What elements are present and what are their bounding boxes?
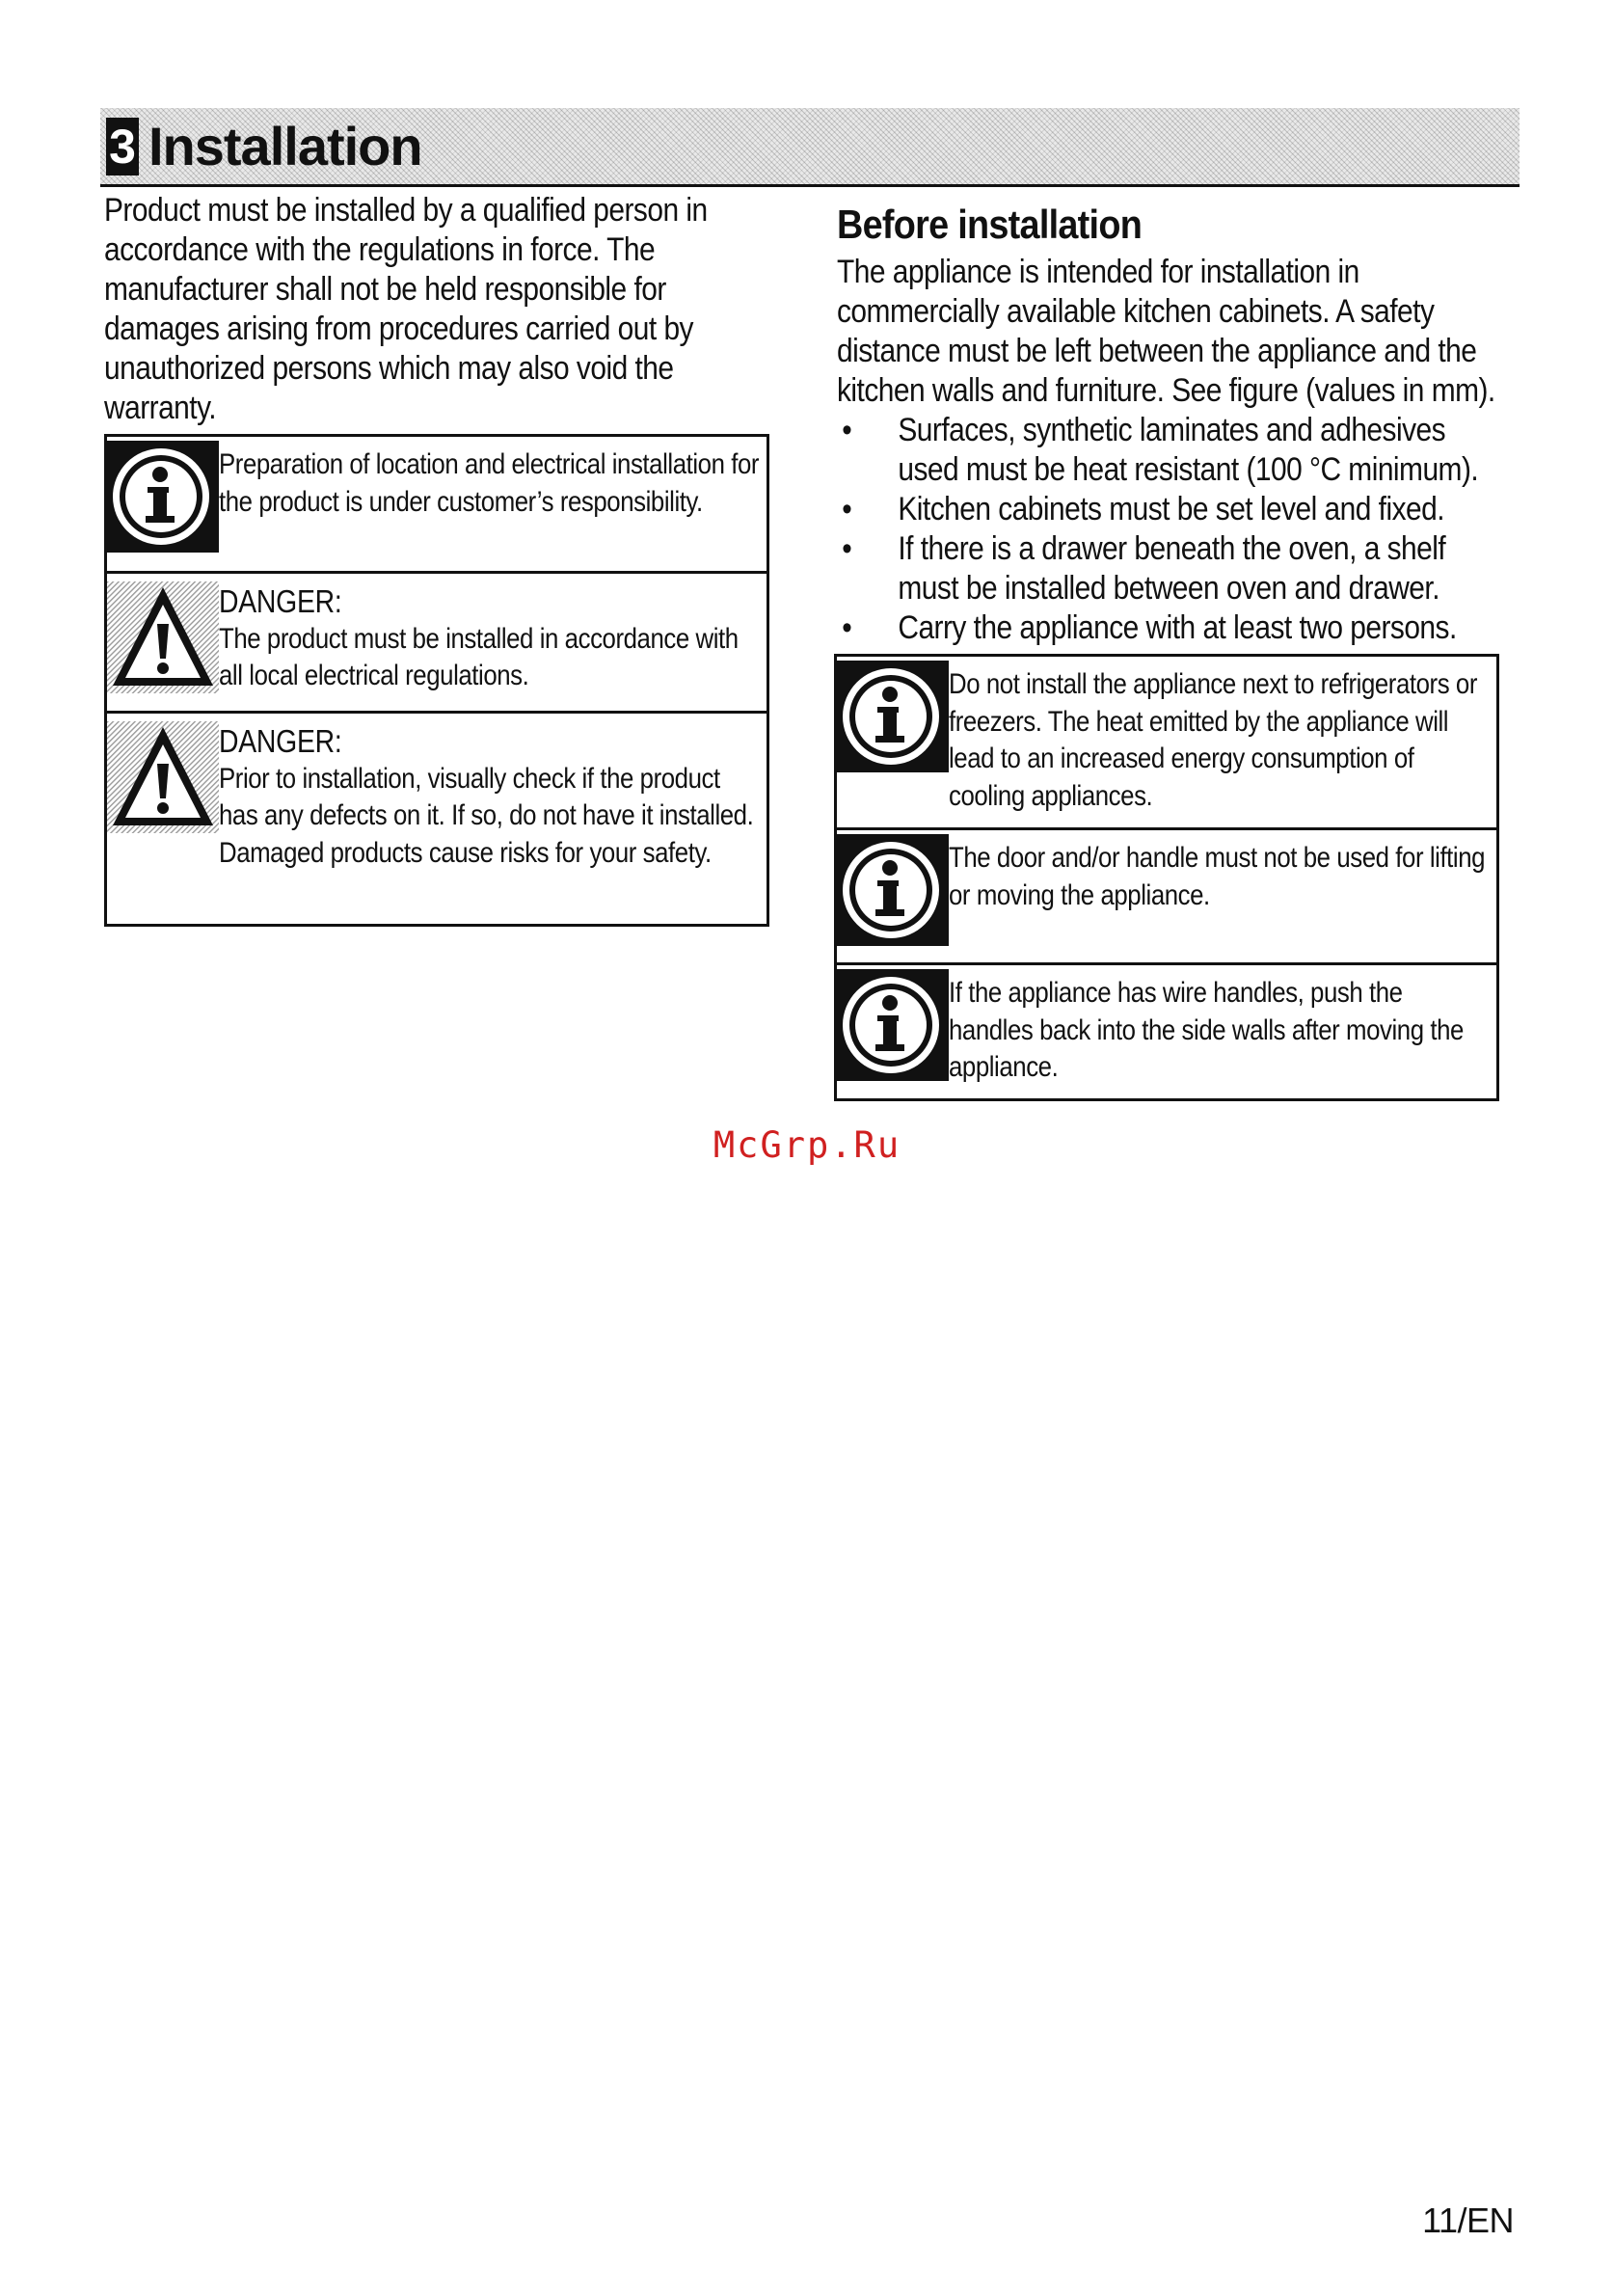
info-icon xyxy=(837,834,949,946)
warning-triangle-icon xyxy=(107,721,219,833)
left-notice-box xyxy=(104,434,769,927)
page-number: 11/EN xyxy=(1422,2201,1514,2240)
notice-danger-defects xyxy=(107,714,767,924)
list-item xyxy=(837,608,1508,648)
notice-text: Preparation of location and electrical installation for the product is under customer’s responsibility. xyxy=(219,448,760,518)
bullet-glyph: • xyxy=(842,412,852,448)
info-icon xyxy=(837,969,949,1081)
section-header xyxy=(100,108,1520,187)
notice-danger-regulations xyxy=(107,574,767,714)
danger-heading: DANGER: xyxy=(219,723,342,759)
before-installation-list xyxy=(837,411,1508,648)
before-installation-title: Before installation xyxy=(837,202,1143,247)
notice-text: The product must be installed in accordance with all local electrical regulations. xyxy=(219,622,739,691)
list-item-text: Surfaces, synthetic laminates and adhesives used must be heat resistant (100 °C minimum). xyxy=(898,412,1479,488)
notice-text: Prior to installation, visually check if the product has any defects on it. If so, do not have it installed. xyxy=(219,762,754,831)
notice-info-refrigerators xyxy=(837,657,1496,830)
notice-text-safety: Damaged products cause risks for your safety. xyxy=(219,836,712,869)
notice-info-door-handle xyxy=(837,830,1496,965)
danger-heading: DANGER: xyxy=(219,583,342,619)
section-title: Installation xyxy=(148,116,422,176)
notice-info-wire-handles xyxy=(837,965,1496,1098)
list-item xyxy=(837,411,1508,490)
list-item-text: Kitchen cabinets must be set level and fixed. xyxy=(898,491,1445,527)
right-notice-box xyxy=(834,654,1499,1101)
notice-text: Do not install the appliance next to refrigerators or freezers. The heat emitted by the appliance will lead to an increased energy consumption of cooling appliances. xyxy=(949,668,1477,812)
list-item xyxy=(837,490,1508,529)
notice-text: The door and/or handle must not be used for lifting or moving the appliance. xyxy=(949,842,1486,911)
bullet-glyph: • xyxy=(842,491,852,527)
section-number: 3 xyxy=(106,118,139,176)
info-icon xyxy=(837,661,949,772)
warning-triangle-icon xyxy=(107,581,219,693)
right-column xyxy=(837,201,1512,1101)
list-item-text: If there is a drawer beneath the oven, a shelf must be installed between oven and drawer. xyxy=(898,530,1446,607)
info-icon xyxy=(107,441,219,553)
bullet-glyph: • xyxy=(842,530,852,567)
list-item xyxy=(837,529,1508,608)
before-installation-paragraph: The appliance is intended for installation in commercially available kitchen cabinets. A safety distance must be left between the appliance and the kitchen walls and furniture. See figure (values in mm). xyxy=(837,254,1495,409)
watermark: McGrp.Ru xyxy=(713,1124,901,1166)
intro-paragraph: Product must be installed by a qualified person in accordance with the regulations in force. The manufacturer shall not be held responsible for damages arising from procedures carried out by unauthorized persons which may also void the warranty. xyxy=(104,192,708,426)
bullet-glyph: • xyxy=(842,609,852,646)
notice-info-customer xyxy=(107,437,767,574)
notice-text: If the appliance has wire handles, push the handles back into the side walls after moving the appliance. xyxy=(949,977,1464,1083)
left-column xyxy=(104,191,769,927)
list-item-text: Carry the appliance with at least two persons. xyxy=(898,609,1457,646)
